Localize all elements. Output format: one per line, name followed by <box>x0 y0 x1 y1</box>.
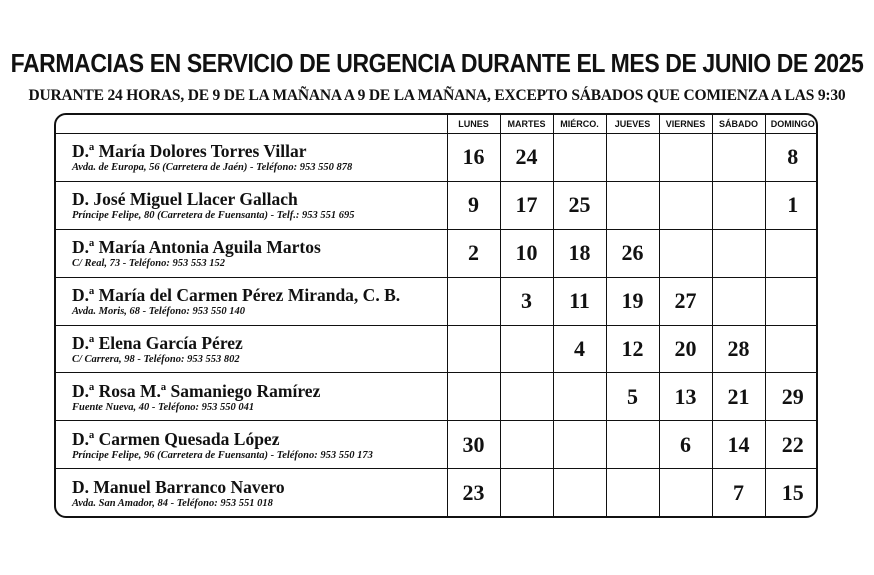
pharmacy-cell <box>56 277 447 325</box>
duty-date-cell <box>606 421 659 469</box>
pharmacy-address: Avda. Moris, 68 - Teléfono: 953 550 140 <box>72 306 245 318</box>
duty-date-cell: 6 <box>659 421 712 469</box>
duty-date-cell: 30 <box>447 421 500 469</box>
duty-date-cell: 5 <box>606 373 659 421</box>
table-row <box>56 134 818 182</box>
page-title: FARMACIAS EN SERVICIO DE URGENCIA DURANTE EL MES DE JUNIO DE 2025 <box>10 48 864 78</box>
duty-date-cell: 12 <box>606 325 659 373</box>
table-row <box>56 421 818 469</box>
pharmacy-name: D.ª María Dolores Torres Villar <box>72 141 307 162</box>
pharmacy-address: C/ Carrera, 98 - Teléfono: 953 553 802 <box>72 354 240 365</box>
duty-date-cell <box>606 181 659 229</box>
duty-date-cell: 28 <box>712 325 765 373</box>
duty-date-cell <box>659 229 712 277</box>
duty-date-cell: 7 <box>712 469 765 516</box>
duty-date-cell <box>659 469 712 516</box>
duty-date-cell: 10 <box>500 229 553 277</box>
duty-date-cell <box>553 134 606 182</box>
duty-date-cell <box>606 469 659 516</box>
day-header: MIÉRCO. <box>553 115 606 134</box>
pharmacy-address: C/ Real, 73 - Teléfono: 953 553 152 <box>72 258 226 270</box>
duty-date-cell <box>765 229 818 277</box>
duty-date-cell <box>553 421 606 469</box>
duty-date-cell: 14 <box>712 421 765 469</box>
duty-date-cell <box>500 325 553 373</box>
day-header: VIERNES <box>659 115 712 134</box>
pharmacy-cell <box>56 421 447 469</box>
pharmacy-name: D.ª Rosa M.ª Samaniego Ramírez <box>72 380 321 401</box>
duty-date-cell: 1 <box>765 181 818 229</box>
schedule-table-frame <box>54 113 818 518</box>
table-row <box>56 277 818 325</box>
table-row <box>56 229 818 277</box>
duty-date-cell <box>606 134 659 182</box>
pharmacy-name: D. Manuel Barranco Navero <box>72 476 285 497</box>
duty-date-cell: 20 <box>659 325 712 373</box>
duty-date-cell <box>500 373 553 421</box>
duty-date-cell <box>765 277 818 325</box>
day-header: DOMINGO <box>765 115 818 134</box>
duty-date-cell: 2 <box>447 229 500 277</box>
duty-date-cell: 22 <box>765 421 818 469</box>
duty-date-cell: 25 <box>553 181 606 229</box>
duty-date-cell: 18 <box>553 229 606 277</box>
page-subtitle: DURANTE 24 HORAS, DE 9 DE LA MAÑANA A 9 DE LA MAÑANA, EXCEPTO SÁBADOS QUE COMIENZA A LAS 9:30 <box>28 87 846 104</box>
duty-date-cell: 13 <box>659 373 712 421</box>
duty-date-cell: 23 <box>447 469 500 516</box>
table-row <box>56 181 818 229</box>
duty-date-cell <box>712 229 765 277</box>
pharmacy-name: D. José Miguel Llacer Gallach <box>72 189 298 210</box>
table-row <box>56 325 818 373</box>
duty-date-cell: 3 <box>500 277 553 325</box>
duty-date-cell <box>447 325 500 373</box>
duty-date-cell: 8 <box>765 134 818 182</box>
pharmacy-name: D.ª Carmen Quesada López <box>72 428 280 449</box>
duty-date-cell: 4 <box>553 325 606 373</box>
schedule-table <box>56 115 818 516</box>
pharmacy-address: Fuente Nueva, 40 - Teléfono: 953 550 041 <box>72 401 255 413</box>
day-header: LUNES <box>447 115 500 134</box>
corner-cell <box>56 115 447 134</box>
pharmacy-address: Avda. San Amador, 84 - Teléfono: 953 551 018 <box>72 497 273 509</box>
duty-date-cell: 29 <box>765 373 818 421</box>
duty-date-cell: 16 <box>447 134 500 182</box>
duty-date-cell: 19 <box>606 277 659 325</box>
pharmacy-name: D.ª María Antonia Aguila Martos <box>72 237 321 258</box>
duty-date-cell: 9 <box>447 181 500 229</box>
table-row <box>56 373 818 421</box>
duty-date-cell <box>712 277 765 325</box>
pharmacy-name: D.ª María del Carmen Pérez Miranda, C. B. <box>72 285 401 306</box>
duty-date-cell <box>659 134 712 182</box>
pharmacy-name: D.ª Elena García Pérez <box>72 333 243 353</box>
day-header: JUEVES <box>606 115 659 134</box>
pharmacy-address: Príncipe Felipe, 80 (Carretera de Fuensanta) - Telf.: 953 551 695 <box>72 210 355 222</box>
pharmacy-address: Avda. de Europa, 56 (Carretera de Jaén) - Teléfono: 953 550 878 <box>72 162 353 174</box>
duty-date-cell: 26 <box>606 229 659 277</box>
duty-date-cell <box>447 373 500 421</box>
day-header: MARTES <box>500 115 553 134</box>
duty-date-cell <box>712 134 765 182</box>
duty-date-cell: 17 <box>500 181 553 229</box>
pharmacy-cell <box>56 229 447 277</box>
day-header: SÁBADO <box>712 115 765 134</box>
pharmacy-cell <box>56 373 447 421</box>
duty-date-cell: 27 <box>659 277 712 325</box>
duty-date-cell: 24 <box>500 134 553 182</box>
duty-date-cell <box>712 181 765 229</box>
duty-date-cell <box>447 277 500 325</box>
duty-date-cell <box>553 469 606 516</box>
duty-date-cell <box>659 181 712 229</box>
duty-date-cell <box>765 325 818 373</box>
duty-date-cell <box>553 373 606 421</box>
pharmacy-cell <box>56 325 447 373</box>
table-row <box>56 469 818 516</box>
header-row <box>56 115 818 134</box>
pharmacy-cell <box>56 134 447 182</box>
pharmacy-address: Príncipe Felipe, 96 (Carretera de Fuensanta) - Teléfono: 953 550 173 <box>72 449 373 461</box>
duty-date-cell: 21 <box>712 373 765 421</box>
pharmacy-cell <box>56 181 447 229</box>
duty-date-cell: 11 <box>553 277 606 325</box>
duty-date-cell <box>500 469 553 516</box>
pharmacy-cell <box>56 469 447 516</box>
duty-date-cell <box>500 421 553 469</box>
duty-date-cell: 15 <box>765 469 818 516</box>
